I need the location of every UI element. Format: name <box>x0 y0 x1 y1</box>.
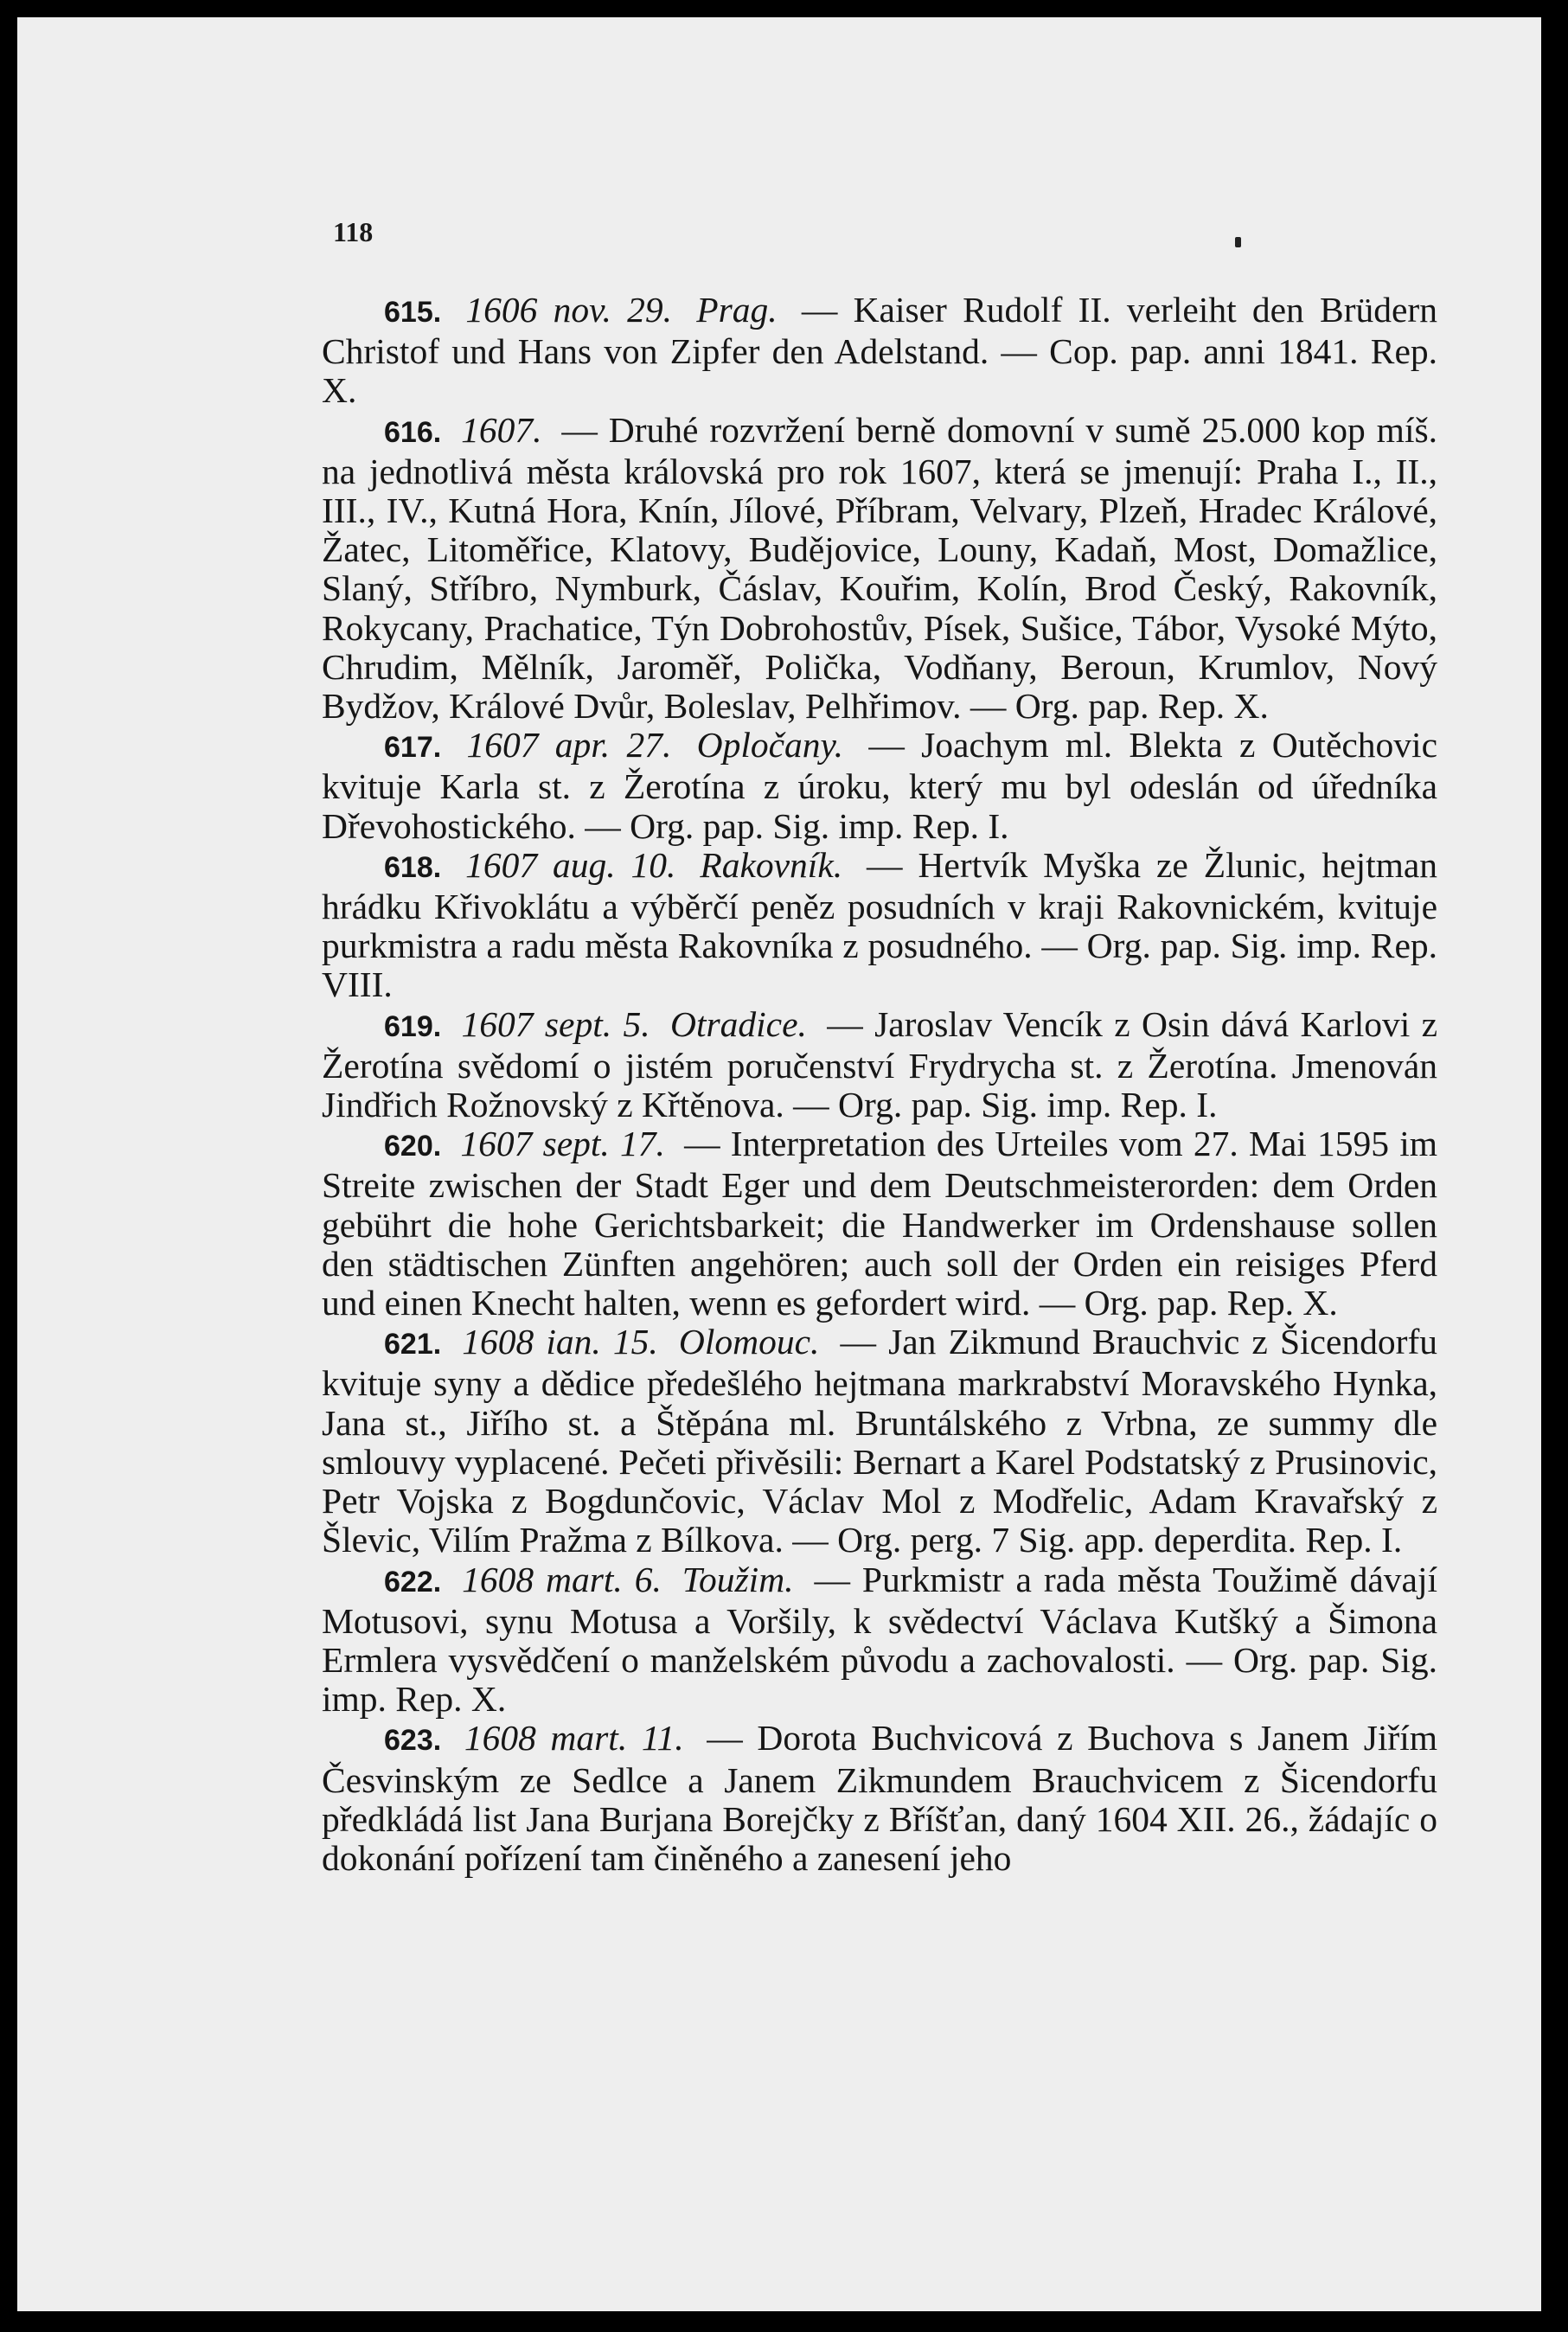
entry-number: 623. <box>384 1724 442 1758</box>
entry-618 <box>322 846 1437 1005</box>
entry-622 <box>322 1560 1437 1720</box>
entry-date: 1607 aug. 10. <box>465 844 676 885</box>
entry-number: 621. <box>384 1328 442 1361</box>
entry-623 <box>322 1719 1437 1878</box>
entry-place: Olomouc. <box>678 1322 820 1362</box>
entry-date: 1606 nov. 29. <box>465 290 672 330</box>
entry-place: Rakovník. <box>700 844 843 885</box>
entry-620 <box>322 1124 1437 1323</box>
page-number: 118 <box>333 216 374 247</box>
entry-date: 1608 mart. 6. <box>462 1559 662 1599</box>
entry-text: — Jan Zikmund Brauchvic z Šicendorfu kvituje syny a dědice předešlého hejtmana markrabství Moravského Hynka, Jana st., Jiřího st. a Štěpána ml. Bruntálského z Vrbna, ze summy dle smlouvy vyplacené. Pečeti přivěsili: Bernart a Karel Podstatský z Prusinovic, Petr Vojska z Bogdunčovic, Václav Mol z Modřelic, Adam Kravařský z Šlevic, Vilím Pražma z Bílkova. — Org. perg. 7 Sig. app. deperdita. Rep. I. <box>322 1322 1438 1560</box>
entry-number: 616. <box>384 415 442 449</box>
entry-place: Opločany. <box>696 725 844 766</box>
entry-619 <box>322 1005 1437 1125</box>
entry-place: Otradice. <box>669 1003 807 1044</box>
entry-date: 1607 sept. 5. <box>461 1003 650 1044</box>
entry-place: Toužim. <box>682 1559 794 1599</box>
entry-number: 619. <box>384 1009 442 1043</box>
entry-date: 1608 mart. 11. <box>464 1718 684 1759</box>
entry-number: 622. <box>384 1565 442 1598</box>
document-page <box>17 17 1541 2311</box>
entry-text: — Joachym ml. Blekta z Outěchovic kvituje Karla st. z Žerotína z úroku, který mu byl odeslán od úředníka Dřevohostického. — Org. pap. Sig. imp. Rep. I. <box>322 725 1437 846</box>
entry-text: — Hertvík Myška ze Žlunic, hejtman hrádku Křivoklátu a výběrčí peněz posudních v kraji Rakovnickém, kvituje purkmistra a radu města Rakovníka z posudného. — Org. pap. Sig. imp. Rep. VIII. <box>322 844 1438 1005</box>
entry-place: Prag. <box>696 290 778 330</box>
entry-text: — Druhé rozvržení berně domovní v sumě 25.000 kop míš. na jednotlivá města královská pro rok 1607, která se jmenují: Praha I., II., III., IV., Kutná Hora, Knín, Jílové, Příbram, Velvary, Plzeň, Hradec Králové, Žatec, Litoměřice, Klatovy, Budějovice, Louny, Kadaň, Most, Domažlice, Slaný, Stříbro, Nymburk, Čáslav, Kouřim, Kolín, Brod Český, Rakovník, Rokycany, Prachatice, Týn Dobrohostův, Písek, Sušice, Tábor, Vysoké Mýto, Chrudim, Mělník, Jaroměř, Polička, Vodňany, Beroun, Krumlov, Nový Bydžov, Králové Dvůr, Boleslav, Pelhřimov. — Org. pap. Rep. X. <box>322 409 1438 727</box>
entry-list <box>322 291 1437 1878</box>
entry-date: 1607. <box>461 409 542 450</box>
entry-text: — Purkmistr a rada města Toužimě dávají Motusovi, synu Motusa a Voršily, k svědectví Václava Kutšký a Šimona Ermlera vysvědčení o manželském původu a zachovalosti. — Org. pap. Sig. imp. Rep. X. <box>322 1559 1438 1720</box>
entry-617 <box>322 726 1437 846</box>
entry-text: — Dorota Buchvicová z Buchova s Janem Jiřím Česvinským ze Sedlce a Janem Zikmundem Brauchvicem z Šicendorfu předkládá list Jana Burjana Borejčky z Bříšťan, daný 1604 XII. 26., žádajíc o dokonání pořízení tam činěného a zanesení jeho <box>322 1718 1437 1878</box>
entry-date: 1607 apr. 27. <box>466 725 672 766</box>
entry-number: 617. <box>384 731 442 765</box>
entry-text: — Kaiser Rudolf II. verleiht den Brüdern Christof und Hans von Zipfer den Adelstand. — Cop. pap. anni 1841. Rep. X. <box>322 290 1437 411</box>
entry-615 <box>322 291 1437 411</box>
entry-text: — Interpretation des Urteiles vom 27. Mai 1595 im Streite zwischen der Stadt Eger und dem Deutschmeisterorden: dem Orden gebührt die hohe Gerichtsbarkeit; die Handwerker im Ordenshause sollen den städtischen Zünften angehören; auch soll der Orden ein reisiges Pferd und einen Knecht halten, wenn es gefordert wird. — Org. pap. Rep. X. <box>322 1124 1438 1323</box>
entry-number: 618. <box>384 850 442 884</box>
print-blemish <box>1235 237 1241 247</box>
entry-number: 620. <box>384 1130 442 1163</box>
entry-text: — Jaroslav Vencík z Osin dává Karlovi z Žerotína svědomí o jistém poručenství Frydrycha st. z Žerotína. Jmenován Jindřich Rožnovský z Křtěnova. — Org. pap. Sig. imp. Rep. I. <box>322 1003 1438 1125</box>
entry-616 <box>322 411 1437 727</box>
entry-date: 1607 sept. 17. <box>460 1124 665 1164</box>
entry-621 <box>322 1323 1437 1560</box>
entry-date: 1608 ian. 15. <box>462 1322 658 1362</box>
entry-number: 615. <box>384 296 442 329</box>
